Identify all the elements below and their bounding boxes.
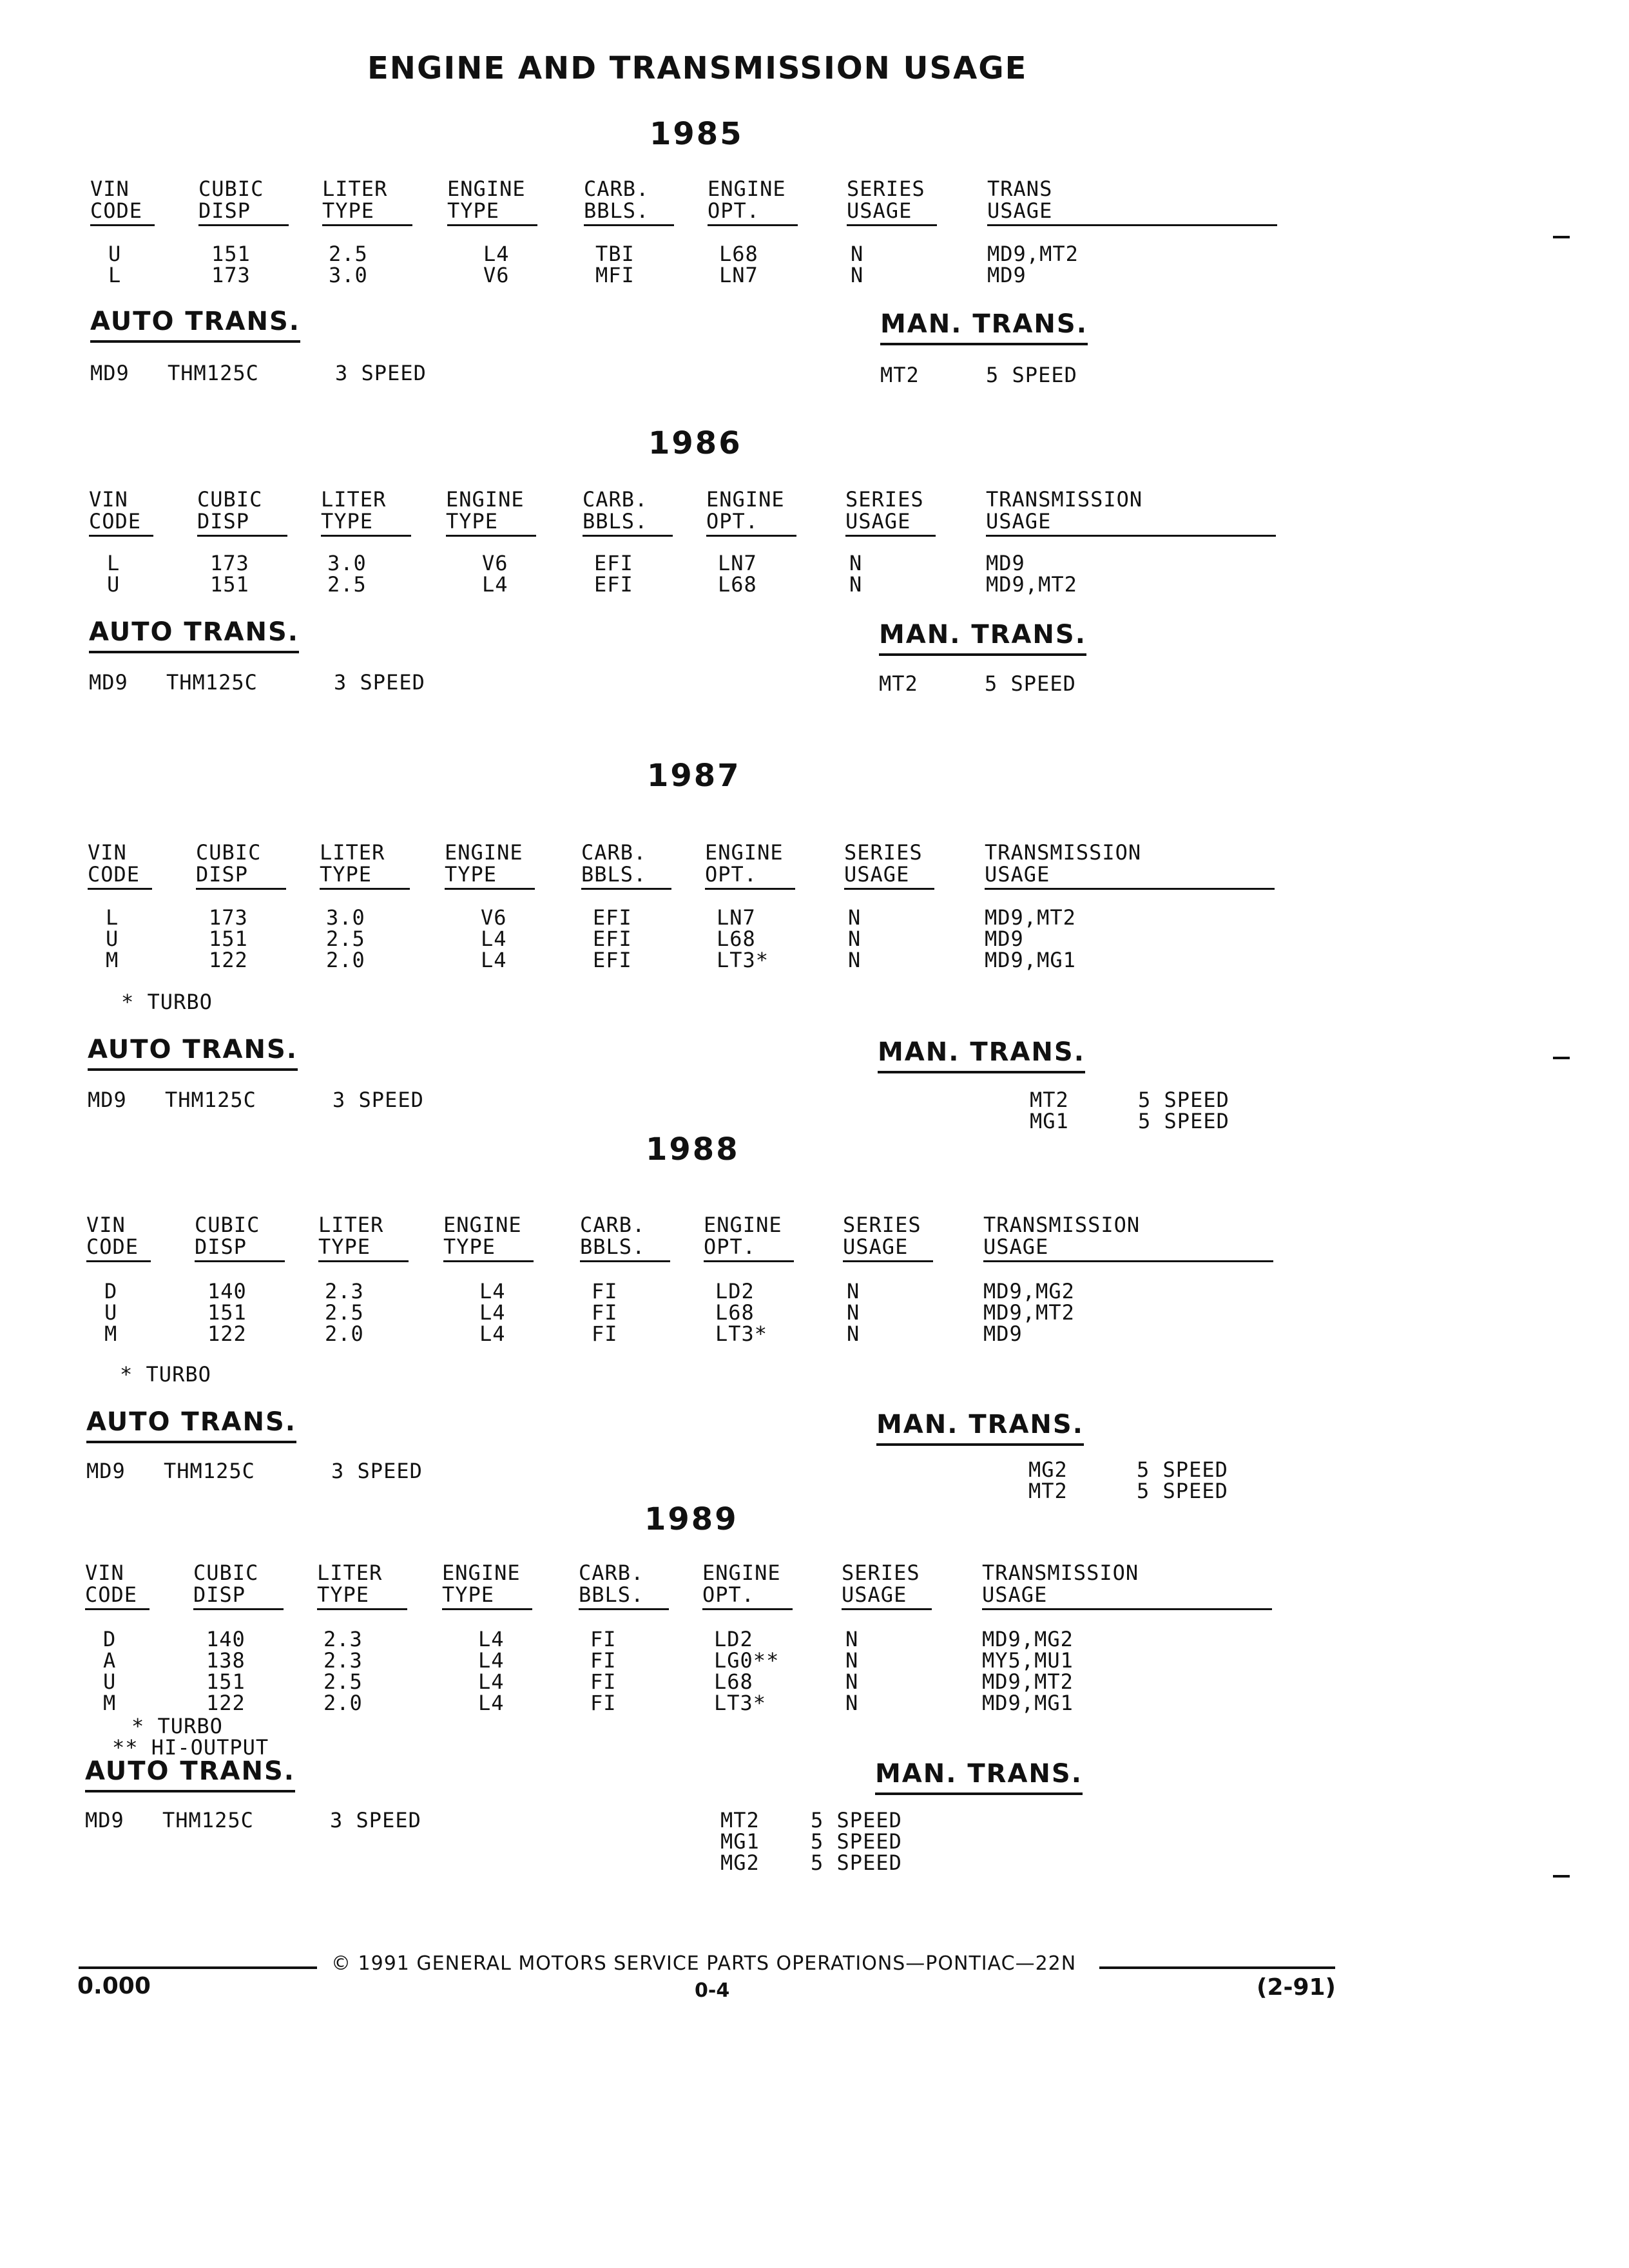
table-cell-trans: MD9,MG1 [985,948,1076,972]
margin-mark [1553,1057,1570,1059]
auto-trans-speed: 3 SPEED [333,1088,424,1112]
column-header-line2: USAGE [843,1236,933,1262]
table-cell-engine: L4 [479,1321,506,1346]
table-cell-carb: EFI [594,551,633,575]
column-header-liter [320,841,410,890]
margin-mark [1553,236,1570,238]
column-header-line1: CUBIC [198,177,264,201]
table-cell-cubic: 151 [209,927,248,951]
table-cell-vin: L [106,905,119,930]
auto-trans-code: MD9 [86,1459,126,1483]
column-header-liter [318,1214,409,1262]
column-header-line1: TRANSMISSION [982,1561,1139,1585]
column-header-cubic [196,841,286,890]
column-header-line1: TRANSMISSION [983,1213,1141,1237]
column-header-series [844,841,934,890]
table-cell-opt: LN7 [719,263,758,287]
column-header-engine-type [442,1562,532,1610]
column-header-line2: OPT. [706,510,796,537]
column-header-cubic [193,1562,284,1610]
column-header-line1: TRANSMISSION [985,840,1142,865]
column-header-carb [579,1562,669,1610]
table-cell-engine: L4 [478,1648,505,1673]
auto-trans-model: THM125C [164,1459,255,1483]
man-trans-speed: 5 SPEED [1137,1457,1228,1482]
column-header-line2: TYPE [318,1236,409,1262]
footer-copyright: © 1991 GENERAL MOTORS SERVICE PARTS OPERATIONS—PONTIAC—22N [331,1952,1077,1975]
table-cell-carb: FI [590,1648,617,1673]
column-header-carb [583,488,673,537]
column-header-line1: SERIES [843,1213,921,1237]
column-header-line1: VIN [90,177,130,201]
column-header-engine-type [447,178,537,226]
table-cell-trans: MD9,MG2 [983,1279,1075,1303]
column-header-line2: DISP [196,863,286,890]
table-cell-vin: D [103,1627,117,1651]
table-cell-trans: MD9 [985,927,1024,951]
table-cell-liter: 2.5 [323,1669,363,1694]
column-header-line2: USAGE [845,510,936,537]
table-cell-cubic: 151 [211,242,251,266]
table-cell-liter: 2.3 [325,1279,364,1303]
auto-trans-code: MD9 [89,670,128,695]
table-cell-engine: V6 [483,263,510,287]
table-cell-series: N [845,1669,859,1694]
column-header-line2: USAGE [844,863,934,890]
column-header-line1: CUBIC [197,487,263,512]
table-cell-engine: L4 [478,1669,505,1694]
column-header-line2: OPT. [704,1236,794,1262]
column-header-line2: DISP [197,510,287,537]
column-header-line1: CARB. [583,487,648,512]
table-cell-opt: LG0** [714,1648,780,1673]
table-cell-cubic: 140 [207,1279,247,1303]
table-cell-liter: 3.0 [329,263,368,287]
footer-page-number: 0-4 [695,1979,730,2002]
table-cell-series: N [847,1279,860,1303]
column-header-line1: SERIES [847,177,925,201]
table-cell-engine: L4 [478,1627,505,1651]
man-trans-code: MT2 [880,363,920,387]
column-header-line2: DISP [193,1584,284,1610]
table-cell-series: N [851,242,864,266]
table-cell-trans: MD9,MT2 [985,905,1076,930]
man-trans-label: MAN. TRANS. [880,309,1088,345]
man-trans-label: MAN. TRANS. [879,620,1086,656]
column-header-line2: USAGE [986,510,1276,537]
man-trans-speed: 5 SPEED [811,1808,902,1832]
column-header-line2: CODE [88,863,152,890]
table-cell-liter: 3.0 [327,551,367,575]
column-header-line1: VIN [85,1561,124,1585]
year-heading: 1987 [647,758,741,794]
column-header-trans [987,178,1277,226]
table-cell-engine: V6 [481,905,507,930]
column-header-line2: TYPE [443,1236,534,1262]
table-cell-carb: MFI [595,263,635,287]
footer-rule-left [79,1966,317,1969]
man-trans-code: MG2 [720,1850,760,1875]
column-header-line2: USAGE [982,1584,1272,1610]
column-header-line2: OPT. [705,863,795,890]
table-cell-vin: U [107,572,120,597]
table-cell-series: N [851,263,864,287]
column-header-engine-type [445,841,535,890]
table-cell-vin: L [107,551,120,575]
column-header-line1: CARB. [581,840,647,865]
table-cell-trans: MD9,MT2 [982,1669,1074,1694]
column-header-engine-opt [706,488,796,537]
column-header-line1: LITER [318,1213,384,1237]
column-header-engine-type [443,1214,534,1262]
column-header-line1: TRANS [987,177,1053,201]
column-header-line1: ENGINE [705,840,784,865]
footer-rule-right [1099,1966,1335,1969]
table-cell-series: N [845,1627,859,1651]
table-cell-engine: L4 [478,1691,505,1715]
table-cell-carb: EFI [593,905,632,930]
column-header-vin [88,841,152,890]
column-header-line2: TYPE [317,1584,407,1610]
table-cell-vin: U [108,242,122,266]
table-cell-liter: 2.5 [329,242,368,266]
column-header-carb [581,841,671,890]
table-cell-vin: U [104,1300,118,1325]
column-header-carb [580,1214,670,1262]
table-cell-liter: 2.0 [326,948,365,972]
column-header-series [842,1562,932,1610]
auto-trans-label: AUTO TRANS. [88,1035,298,1071]
auto-trans-speed: 3 SPEED [330,1808,421,1832]
column-header-series [843,1214,933,1262]
auto-trans-code: MD9 [88,1088,127,1112]
column-header-line2: DISP [198,200,289,226]
column-header-line1: LITER [317,1561,383,1585]
table-cell-liter: 2.3 [323,1627,363,1651]
auto-trans-model: THM125C [168,361,259,385]
man-trans-label: MAN. TRANS. [878,1037,1085,1073]
table-cell-cubic: 173 [209,905,248,930]
column-header-line2: TYPE [442,1584,532,1610]
footnote: * TURBO [120,1362,211,1387]
column-header-line2: BBLS. [584,200,674,226]
table-cell-cubic: 122 [209,948,248,972]
auto-trans-label: AUTO TRANS. [85,1756,295,1792]
column-header-vin [89,488,153,537]
column-header-line1: CARB. [579,1561,644,1585]
year-heading: 1989 [644,1501,738,1537]
column-header-line2: TYPE [445,863,535,890]
column-header-line1: CUBIC [193,1561,259,1585]
table-cell-trans: MD9 [986,551,1025,575]
column-header-vin [90,178,155,226]
table-cell-engine: L4 [483,242,510,266]
table-cell-opt: LT3* [715,1321,768,1346]
table-cell-liter: 2.5 [325,1300,364,1325]
table-cell-cubic: 140 [206,1627,246,1651]
column-header-line1: ENGINE [443,1213,522,1237]
column-header-line2: OPT. [702,1584,793,1610]
column-header-line1: ENGINE [708,177,786,201]
column-header-line1: CUBIC [195,1213,260,1237]
column-header-line2: BBLS. [583,510,673,537]
table-cell-liter: 2.5 [326,927,365,951]
table-cell-series: N [849,572,863,597]
column-header-line1: LITER [320,840,385,865]
column-header-cubic [197,488,287,537]
man-trans-speed: 5 SPEED [1138,1109,1229,1133]
column-header-trans [982,1562,1272,1610]
table-cell-opt: LT3* [714,1691,767,1715]
table-cell-series: N [848,927,862,951]
column-header-line2: OPT. [708,200,798,226]
table-cell-opt: L68 [718,572,757,597]
man-trans-label: MAN. TRANS. [876,1410,1084,1446]
column-header-line1: LITER [321,487,387,512]
table-cell-vin: M [104,1321,118,1346]
auto-trans-model: THM125C [162,1808,254,1832]
column-header-line1: ENGINE [702,1561,781,1585]
column-header-line2: TYPE [320,863,410,890]
table-cell-opt: LN7 [718,551,757,575]
column-header-line1: ENGINE [447,177,526,201]
table-cell-opt: LD2 [715,1279,755,1303]
man-trans-label: MAN. TRANS. [875,1759,1083,1795]
column-header-line2: CODE [89,510,153,537]
column-header-line1: VIN [86,1213,126,1237]
table-cell-series: N [845,1691,859,1715]
column-header-line1: ENGINE [446,487,525,512]
table-cell-cubic: 173 [210,551,249,575]
column-header-engine-opt [708,178,798,226]
table-cell-vin: A [103,1648,117,1673]
table-cell-trans: MD9,MG2 [982,1627,1074,1651]
column-header-line1: CARB. [580,1213,646,1237]
footnote: ** HI-OUTPUT [112,1735,269,1760]
column-header-trans [986,488,1276,537]
year-heading: 1988 [646,1131,740,1168]
man-trans-speed: 5 SPEED [1138,1088,1229,1112]
man-trans-speed: 5 SPEED [985,671,1076,696]
column-header-trans [983,1214,1273,1262]
column-header-line2: USAGE [847,200,937,226]
column-header-line1: ENGINE [445,840,523,865]
table-cell-cubic: 151 [206,1669,246,1694]
table-cell-opt: L68 [715,1300,755,1325]
table-cell-series: N [849,551,863,575]
man-trans-code: MG1 [720,1829,760,1854]
man-trans-code: MG1 [1030,1109,1069,1133]
auto-trans-code: MD9 [90,361,130,385]
man-trans-speed: 5 SPEED [811,1850,902,1875]
table-cell-cubic: 122 [207,1321,247,1346]
margin-mark [1553,1875,1570,1878]
column-header-engine-opt [702,1562,793,1610]
column-header-line2: CODE [86,1236,151,1262]
table-cell-liter: 2.5 [327,572,367,597]
column-header-line1: VIN [88,840,127,865]
table-cell-trans: MD9,MT2 [986,572,1077,597]
column-header-line1: VIN [89,487,128,512]
table-cell-carb: TBI [595,242,635,266]
table-cell-engine: L4 [479,1279,506,1303]
column-header-series [845,488,936,537]
table-cell-trans: MD9 [983,1321,1023,1346]
table-cell-carb: EFI [594,572,633,597]
table-cell-series: N [848,948,862,972]
table-cell-carb: FI [590,1669,617,1694]
column-header-line2: BBLS. [579,1584,669,1610]
column-header-line2: USAGE [985,863,1275,890]
table-cell-vin: M [106,948,119,972]
auto-trans-label: AUTO TRANS. [86,1407,296,1443]
column-header-line1: TRANSMISSION [986,487,1143,512]
column-header-line1: SERIES [845,487,924,512]
column-header-line2: BBLS. [580,1236,670,1262]
column-header-line1: ENGINE [442,1561,521,1585]
table-cell-carb: FI [592,1279,618,1303]
table-cell-opt: LT3* [717,948,769,972]
column-header-line2: USAGE [842,1584,932,1610]
column-header-line1: ENGINE [706,487,785,512]
column-header-line1: SERIES [842,1561,920,1585]
table-cell-trans: MD9,MT2 [983,1300,1075,1325]
column-header-line1: SERIES [844,840,923,865]
column-header-engine-opt [704,1214,794,1262]
column-header-engine-type [446,488,536,537]
table-cell-trans: MY5,MU1 [982,1648,1074,1673]
table-cell-cubic: 151 [210,572,249,597]
man-trans-speed: 5 SPEED [986,363,1077,387]
auto-trans-speed: 3 SPEED [335,361,427,385]
table-cell-vin: D [104,1279,118,1303]
table-cell-series: N [847,1300,860,1325]
footer-revision: (2-91) [1257,1974,1336,2001]
column-header-line2: DISP [195,1236,285,1262]
auto-trans-label: AUTO TRANS. [89,617,299,653]
table-cell-cubic: 173 [211,263,251,287]
table-cell-series: N [848,905,862,930]
column-header-line1: LITER [322,177,388,201]
man-trans-code: MT2 [879,671,918,696]
man-trans-speed: 5 SPEED [1137,1479,1228,1503]
column-header-line2: TYPE [446,510,536,537]
column-header-line1: CARB. [584,177,650,201]
column-header-liter [317,1562,407,1610]
table-cell-carb: FI [592,1300,618,1325]
column-header-line2: TYPE [447,200,537,226]
table-cell-carb: EFI [593,927,632,951]
table-cell-carb: FI [592,1321,618,1346]
table-cell-cubic: 138 [206,1648,246,1673]
column-header-line2: BBLS. [581,863,671,890]
man-trans-code: MT2 [1030,1088,1069,1112]
column-header-vin [86,1214,151,1262]
auto-trans-label: AUTO TRANS. [90,307,300,343]
column-header-carb [584,178,674,226]
man-trans-code: MT2 [720,1808,760,1832]
table-cell-vin: U [103,1669,117,1694]
table-cell-opt: L68 [719,242,758,266]
table-cell-engine: L4 [481,948,507,972]
auto-trans-code: MD9 [85,1808,124,1832]
table-cell-series: N [845,1648,859,1673]
table-cell-carb: FI [590,1691,617,1715]
table-cell-vin: U [106,927,119,951]
table-cell-liter: 2.0 [325,1321,364,1346]
column-header-line2: USAGE [987,200,1277,226]
table-cell-trans: MD9 [987,263,1027,287]
column-header-engine-opt [705,841,795,890]
table-cell-series: N [847,1321,860,1346]
footer-left-number: 0.000 [77,1973,151,1999]
table-cell-engine: L4 [479,1300,506,1325]
auto-trans-speed: 3 SPEED [331,1459,423,1483]
table-cell-trans: MD9,MT2 [987,242,1079,266]
table-cell-vin: L [108,263,122,287]
column-header-line2: TYPE [321,510,411,537]
footnote: * TURBO [121,990,213,1014]
table-cell-carb: FI [590,1627,617,1651]
column-header-liter [322,178,412,226]
table-cell-liter: 3.0 [326,905,365,930]
year-heading: 1986 [648,425,742,461]
auto-trans-model: THM125C [166,670,258,695]
man-trans-speed: 5 SPEED [811,1829,902,1854]
column-header-liter [321,488,411,537]
column-header-line1: ENGINE [704,1213,782,1237]
table-cell-opt: LN7 [717,905,756,930]
table-cell-liter: 2.0 [323,1691,363,1715]
auto-trans-model: THM125C [165,1088,256,1112]
page-title: ENGINE AND TRANSMISSION USAGE [367,50,1028,86]
table-cell-liter: 2.3 [323,1648,363,1673]
column-header-series [847,178,937,226]
column-header-line2: CODE [85,1584,149,1610]
auto-trans-speed: 3 SPEED [334,670,425,695]
man-trans-code: MT2 [1028,1479,1068,1503]
column-header-cubic [195,1214,285,1262]
column-header-line2: CODE [90,200,155,226]
table-cell-cubic: 151 [207,1300,247,1325]
table-cell-vin: M [103,1691,117,1715]
man-trans-code: MG2 [1028,1457,1068,1482]
column-header-line2: USAGE [983,1236,1273,1262]
table-cell-opt: L68 [714,1669,753,1694]
table-cell-engine: L4 [482,572,508,597]
table-cell-opt: L68 [717,927,756,951]
column-header-vin [85,1562,149,1610]
table-cell-trans: MD9,MG1 [982,1691,1074,1715]
table-cell-opt: LD2 [714,1627,753,1651]
column-header-trans [985,841,1275,890]
table-cell-carb: EFI [593,948,632,972]
column-header-line2: TYPE [322,200,412,226]
year-heading: 1985 [650,116,744,152]
table-cell-engine: L4 [481,927,507,951]
column-header-cubic [198,178,289,226]
table-cell-cubic: 122 [206,1691,246,1715]
table-cell-engine: V6 [482,551,508,575]
footnote: * TURBO [131,1714,223,1738]
column-header-line1: CUBIC [196,840,262,865]
